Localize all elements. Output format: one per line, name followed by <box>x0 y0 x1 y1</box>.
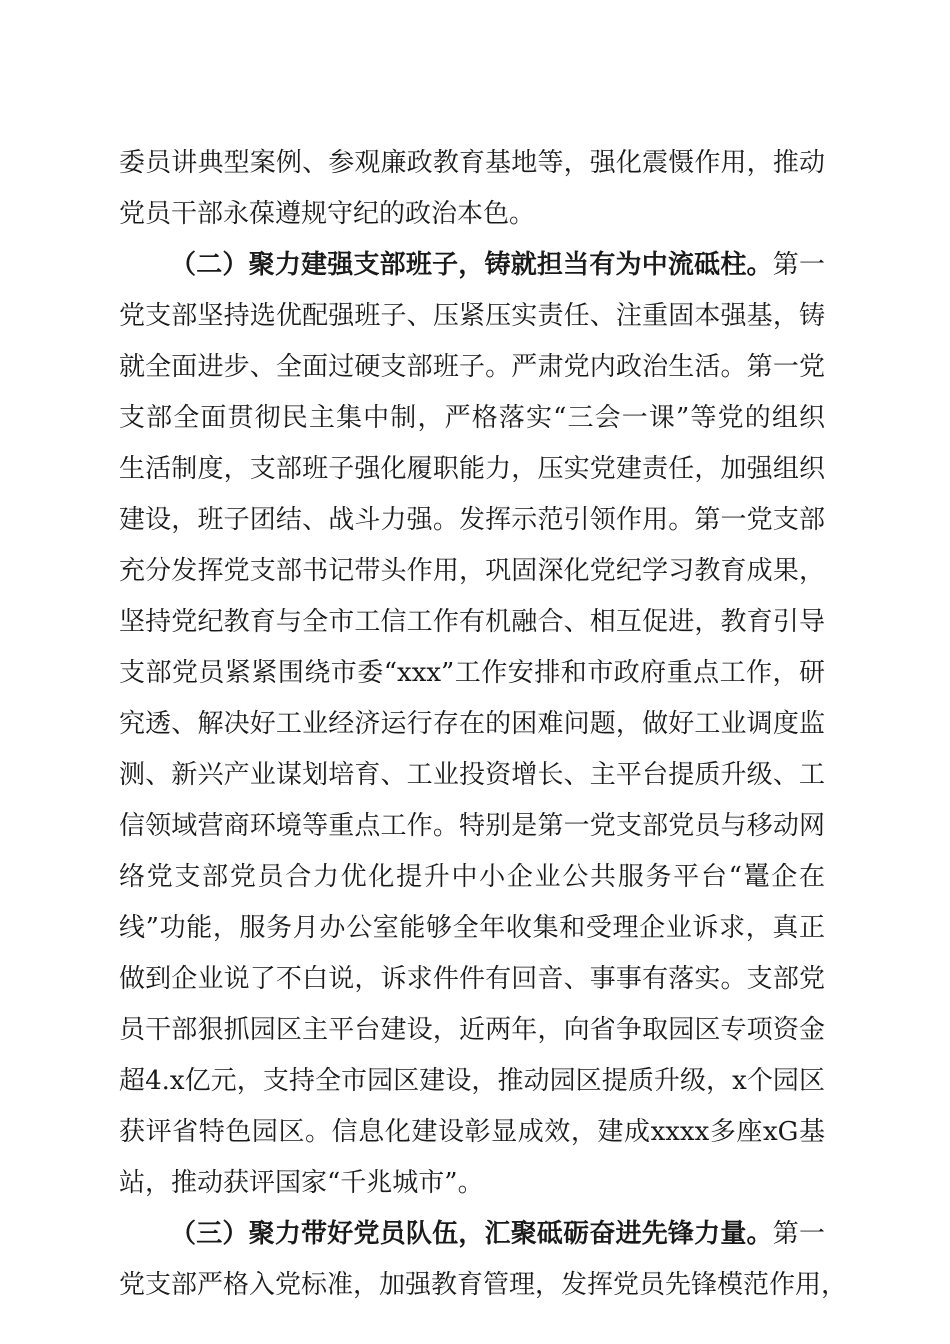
section-heading-line <box>170 1214 825 1254</box>
body-line: 坚持党纪教育与全市工信工作有机融合、相互促进，教育引导 <box>119 607 825 637</box>
body-line: 做到企业说了不白说，诉求件件有回音、事事有落实。支部党 <box>119 964 825 994</box>
body-line: 员干部狠抓园区主平台建设，近两年，向省争取园区专项资金 <box>119 1015 825 1045</box>
section-heading: （三）聚力带好党员队伍，汇聚砥砺奋进先锋力量。 <box>170 1219 773 1249</box>
body-line: 生活制度，支部班子强化履职能力，压实党建责任，加强组织 <box>119 454 825 484</box>
body-text: 第一 <box>772 1219 825 1249</box>
body-line: 党支部坚持选优配强班子、压紧压实责任、注重固本强基，铸 <box>119 301 825 331</box>
body-line: 测、新兴产业谋划培育、工业投资增长、主平台提质升级、工 <box>119 760 825 790</box>
body-line: 党员干部永葆遵规守纪的政治本色。 <box>119 199 536 229</box>
body-line: 站，推动获评国家“千兆城市”。 <box>119 1168 484 1198</box>
body-line: 委员讲典型案例、参观廉政教育基地等，强化震慑作用，推动 <box>119 148 825 178</box>
body-line: 究透、解决好工业经济运行存在的困难问题，做好工业调度监 <box>119 709 825 739</box>
body-line: 建设，班子团结、战斗力强。发挥示范引领作用。第一党支部 <box>119 505 825 535</box>
body-line: 党支部严格入党标准，加强教育管理，发挥党员先锋模范作用， <box>119 1270 848 1300</box>
section-heading-line <box>170 245 825 285</box>
body-line: 线”功能，服务月办公室能够全年收集和受理企业诉求，真正 <box>119 913 825 943</box>
body-line: 就全面进步、全面过硬支部班子。严肃党内政治生活。第一党 <box>119 352 825 382</box>
section-heading: （二）聚力建强支部班子，铸就担当有为中流砥柱。 <box>170 250 773 280</box>
body-line: 支部全面贯彻民主集中制，严格落实“三会一课”等党的组织 <box>119 403 825 433</box>
body-line: 支部党员紧紧围绕市委“xxx”工作安排和市政府重点工作，研 <box>119 658 825 688</box>
body-line: 充分发挥党支部书记带头作用，巩固深化党纪学习教育成果， <box>119 556 825 586</box>
body-line: 络党支部党员合力优化提升中小企业公共服务平台“鼍企在 <box>119 862 825 892</box>
body-text: 第一 <box>772 250 825 280</box>
body-line: 获评省特色园区。信息化建设彰显成效，建成xxxx多座xG基 <box>119 1117 825 1147</box>
body-line: 超4.x亿元，支持全市园区建设，推动园区提质升级，x个园区 <box>119 1066 825 1096</box>
body-line: 信领域营商环境等重点工作。特别是第一党支部党员与移动网 <box>119 811 825 841</box>
